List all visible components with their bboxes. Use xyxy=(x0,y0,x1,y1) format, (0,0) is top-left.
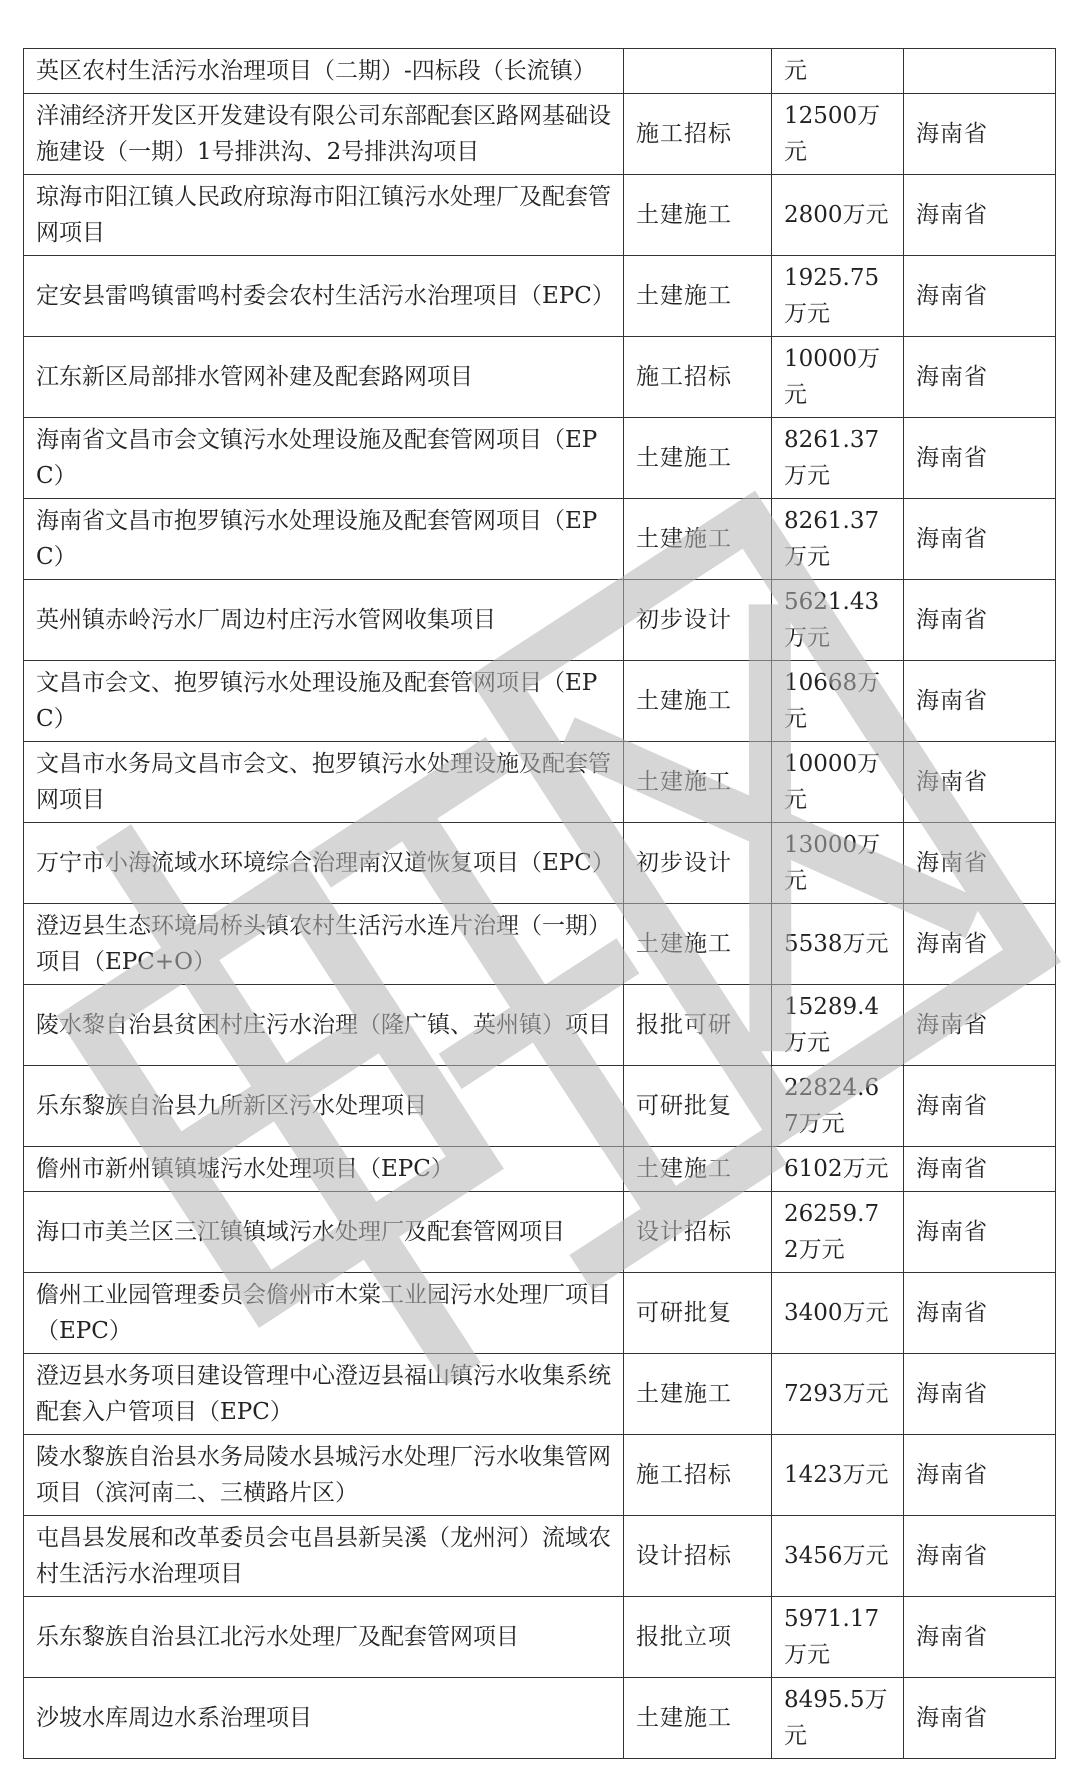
table-row xyxy=(24,49,1056,94)
project-amount-cell: 7293万元 xyxy=(772,1354,904,1435)
project-name-cell: 澄迈县生态环境局桥头镇农村生活污水连片治理（一期）项目（EPC+O） xyxy=(24,904,624,985)
project-name-cell: 海口市美兰区三江镇镇域污水处理厂及配套管网项目 xyxy=(24,1192,624,1273)
project-name-cell: 英区农村生活污水治理项目（二期）-四标段（长流镇） xyxy=(24,49,624,94)
project-name-cell: 儋州工业园管理委员会儋州市木棠工业园污水处理厂项目（EPC） xyxy=(24,1273,624,1354)
project-province-cell: 海南省 xyxy=(904,742,1056,823)
project-stage-cell: 设计招标 xyxy=(624,1192,772,1273)
table-row xyxy=(24,904,1056,985)
project-province-cell: 海南省 xyxy=(904,985,1056,1066)
project-amount-cell: 5971.17万元 xyxy=(772,1597,904,1678)
project-amount-cell: 10000万元 xyxy=(772,337,904,418)
project-stage-cell: 施工招标 xyxy=(624,337,772,418)
project-province-cell: 海南省 xyxy=(904,661,1056,742)
project-name-cell: 陵水黎族自治县水务局陵水县城污水处理厂污水收集管网项目（滨河南二、三横路片区） xyxy=(24,1435,624,1516)
project-stage-cell: 土建施工 xyxy=(624,1147,772,1192)
project-stage-cell: 土建施工 xyxy=(624,256,772,337)
project-name-cell: 江东新区局部排水管网补建及配套路网项目 xyxy=(24,337,624,418)
table-row xyxy=(24,1435,1056,1516)
table-row xyxy=(24,823,1056,904)
project-name-cell: 万宁市小海流域水环境综合治理南汉道恢复项目（EPC） xyxy=(24,823,624,904)
project-name-cell: 文昌市会文、抱罗镇污水处理设施及配套管网项目（EPC） xyxy=(24,661,624,742)
project-amount-cell: 10668万元 xyxy=(772,661,904,742)
project-amount-cell: 3456万元 xyxy=(772,1516,904,1597)
project-name-cell: 沙坡水库周边水系治理项目 xyxy=(24,1678,624,1759)
table-row xyxy=(24,499,1056,580)
project-amount-cell: 26259.72万元 xyxy=(772,1192,904,1273)
project-name-cell: 澄迈县水务项目建设管理中心澄迈县福山镇污水收集系统配套入户管项目（EPC） xyxy=(24,1354,624,1435)
project-amount-cell: 元 xyxy=(772,49,904,94)
project-province-cell: 海南省 xyxy=(904,823,1056,904)
table-row xyxy=(24,661,1056,742)
table-row xyxy=(24,1597,1056,1678)
project-stage-cell: 施工招标 xyxy=(624,94,772,175)
project-amount-cell: 3400万元 xyxy=(772,1273,904,1354)
project-name-cell: 定安县雷鸣镇雷鸣村委会农村生活污水治理项目（EPC） xyxy=(24,256,624,337)
project-amount-cell: 10000万元 xyxy=(772,742,904,823)
table-row xyxy=(24,94,1056,175)
table-row xyxy=(24,1678,1056,1759)
project-name-cell: 屯昌县发展和改革委员会屯昌县新吴溪（龙州河）流域农村生活污水治理项目 xyxy=(24,1516,624,1597)
project-province-cell: 海南省 xyxy=(904,1354,1056,1435)
project-name-cell: 文昌市水务局文昌市会文、抱罗镇污水处理设施及配套管网项目 xyxy=(24,742,624,823)
table-row xyxy=(24,337,1056,418)
table-row xyxy=(24,256,1056,337)
project-amount-cell: 6102万元 xyxy=(772,1147,904,1192)
project-province-cell: 海南省 xyxy=(904,580,1056,661)
project-amount-cell: 5621.43万元 xyxy=(772,580,904,661)
project-name-cell: 儋州市新州镇镇墟污水处理项目（EPC） xyxy=(24,1147,624,1192)
project-stage-cell xyxy=(624,49,772,94)
project-stage-cell: 初步设计 xyxy=(624,580,772,661)
project-stage-cell: 可研批复 xyxy=(624,1066,772,1147)
project-name-cell: 琼海市阳江镇人民政府琼海市阳江镇污水处理厂及配套管网项目 xyxy=(24,175,624,256)
project-amount-cell: 13000万元 xyxy=(772,823,904,904)
project-province-cell: 海南省 xyxy=(904,1147,1056,1192)
project-stage-cell: 报批立项 xyxy=(624,1597,772,1678)
table-row xyxy=(24,1516,1056,1597)
table-row xyxy=(24,175,1056,256)
project-amount-cell: 5538万元 xyxy=(772,904,904,985)
table-row xyxy=(24,1192,1056,1273)
table-row xyxy=(24,1273,1056,1354)
project-province-cell: 海南省 xyxy=(904,904,1056,985)
project-province-cell: 海南省 xyxy=(904,1273,1056,1354)
project-amount-cell: 15289.4万元 xyxy=(772,985,904,1066)
table-row xyxy=(24,1147,1056,1192)
table-row xyxy=(24,1354,1056,1435)
project-name-cell: 英州镇赤岭污水厂周边村庄污水管网收集项目 xyxy=(24,580,624,661)
project-province-cell: 海南省 xyxy=(904,337,1056,418)
project-amount-cell: 2800万元 xyxy=(772,175,904,256)
project-province-cell: 海南省 xyxy=(904,1066,1056,1147)
project-amount-cell: 1423万元 xyxy=(772,1435,904,1516)
project-table-body xyxy=(24,49,1056,1759)
project-name-cell: 乐东黎族自治县江北污水处理厂及配套管网项目 xyxy=(24,1597,624,1678)
project-province-cell: 海南省 xyxy=(904,1516,1056,1597)
project-amount-cell: 1925.75万元 xyxy=(772,256,904,337)
project-province-cell: 海南省 xyxy=(904,1435,1056,1516)
project-stage-cell: 土建施工 xyxy=(624,1678,772,1759)
project-stage-cell: 可研批复 xyxy=(624,1273,772,1354)
table-row xyxy=(24,418,1056,499)
table-row xyxy=(24,1066,1056,1147)
project-stage-cell: 土建施工 xyxy=(624,661,772,742)
project-province-cell: 海南省 xyxy=(904,94,1056,175)
project-province-cell: 海南省 xyxy=(904,499,1056,580)
project-amount-cell: 8495.5万元 xyxy=(772,1678,904,1759)
project-stage-cell: 初步设计 xyxy=(624,823,772,904)
project-stage-cell: 施工招标 xyxy=(624,1435,772,1516)
project-name-cell: 乐东黎族自治县九所新区污水处理项目 xyxy=(24,1066,624,1147)
project-stage-cell: 土建施工 xyxy=(624,904,772,985)
project-amount-cell: 8261.37万元 xyxy=(772,418,904,499)
project-table xyxy=(23,48,1056,1759)
project-amount-cell: 8261.37万元 xyxy=(772,499,904,580)
project-stage-cell: 土建施工 xyxy=(624,742,772,823)
table-row xyxy=(24,580,1056,661)
project-name-cell: 海南省文昌市抱罗镇污水处理设施及配套管网项目（EPC） xyxy=(24,499,624,580)
project-name-cell: 洋浦经济开发区开发建设有限公司东部配套区路网基础设施建设（一期）1号排洪沟、2号排洪沟项目 xyxy=(24,94,624,175)
project-province-cell: 海南省 xyxy=(904,175,1056,256)
project-stage-cell: 设计招标 xyxy=(624,1516,772,1597)
project-amount-cell: 12500万元 xyxy=(772,94,904,175)
project-stage-cell: 土建施工 xyxy=(624,1354,772,1435)
project-province-cell: 海南省 xyxy=(904,418,1056,499)
table-row xyxy=(24,742,1056,823)
project-province-cell: 海南省 xyxy=(904,1597,1056,1678)
project-amount-cell: 22824.67万元 xyxy=(772,1066,904,1147)
project-province-cell: 海南省 xyxy=(904,256,1056,337)
project-name-cell: 陵水黎自治县贫困村庄污水治理（隆广镇、英州镇）项目 xyxy=(24,985,624,1066)
project-stage-cell: 报批可研 xyxy=(624,985,772,1066)
project-province-cell: 海南省 xyxy=(904,1192,1056,1273)
project-stage-cell: 土建施工 xyxy=(624,499,772,580)
project-stage-cell: 土建施工 xyxy=(624,175,772,256)
project-name-cell: 海南省文昌市会文镇污水处理设施及配套管网项目（EPC） xyxy=(24,418,624,499)
project-province-cell xyxy=(904,49,1056,94)
project-stage-cell: 土建施工 xyxy=(624,418,772,499)
table-row xyxy=(24,985,1056,1066)
project-province-cell: 海南省 xyxy=(904,1678,1056,1759)
